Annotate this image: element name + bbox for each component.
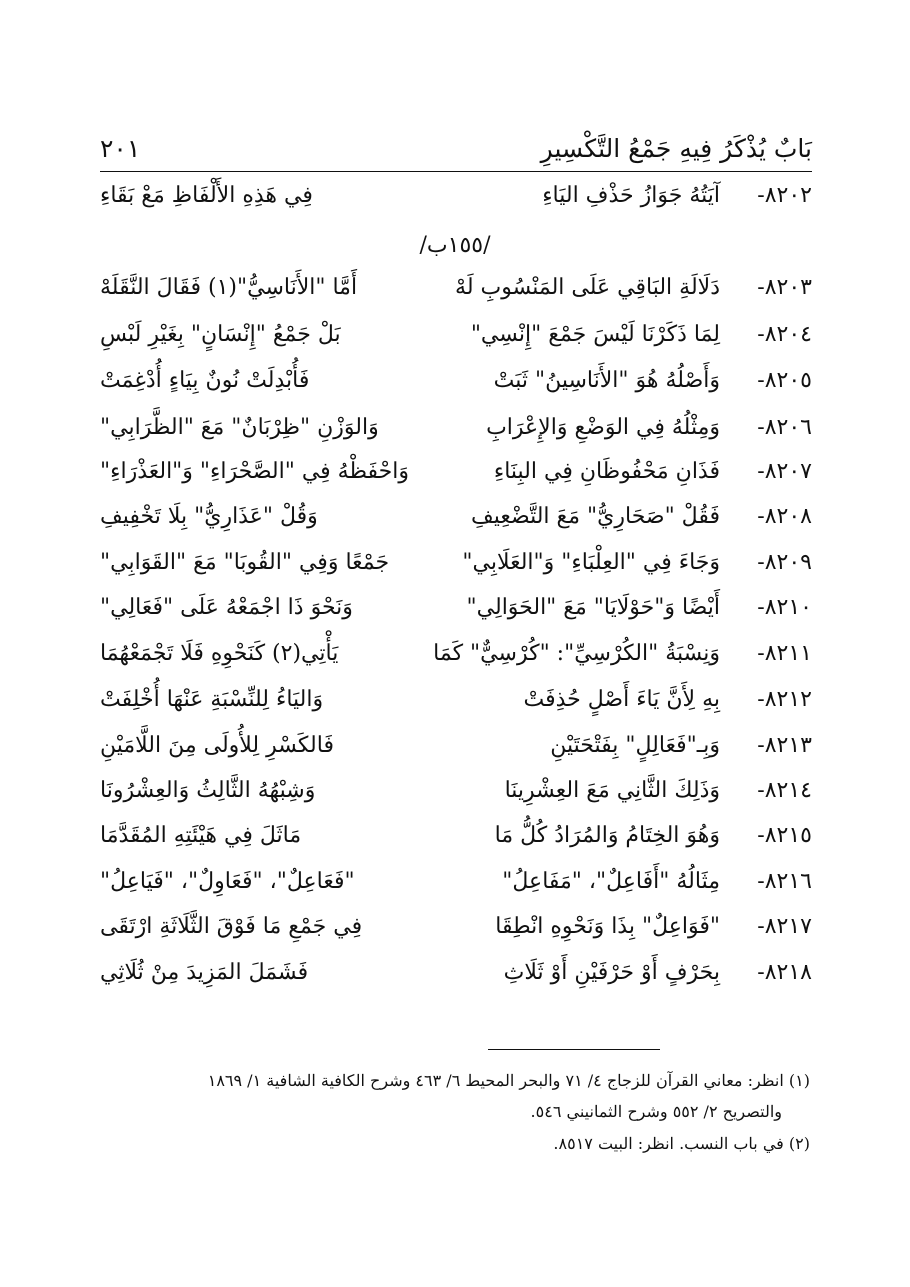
first-hemistich: أَيْضًا وَ"حَوْلَايَا" مَعَ "الحَوَالِي" [466,595,720,620]
second-hemistich: وَشِبْهُهُ الثَّالِثُ وَالعِشْرُونَا [100,778,316,803]
second-hemistich: فِي هَذِهِ الأَلْفَاظِ مَعْ بَقَاءِ [100,183,313,208]
verse-8208 [100,497,812,537]
first-hemistich: بِحَرْفٍ أَوْ حَرْفَيْنِ أَوْ ثَلَاثِ [503,960,720,985]
verse-number: ٨٢٠٢- [757,183,812,208]
second-hemistich: فَأُبْدِلَتْ نُونٌ بِيَاءٍ أُدْغِمَتْ [100,368,310,393]
first-hemistich: آيَتُهُ جَوَازُ حَذْفِ اليَاءِ [542,183,720,208]
verse-number: ٨٢١١- [757,641,812,666]
first-hemistich: فَقُلْ "صَحَارِيُّ" مَعَ التَّضْعِيفِ [470,504,720,529]
verse-8214 [100,771,812,811]
running-head: بَابٌ يُذْكَرُ فِيهِ جَمْعُ التَّكْسِيرِ [540,134,812,163]
verse-number: ٨٢١٦- [757,869,812,894]
verse-number: ٨٢٠٩- [757,550,812,575]
second-hemistich: فَشَمَلَ المَزِيدَ مِنْ ثُلَاثِي [100,960,309,985]
verse-8217 [100,907,812,947]
verse-number: ٨٢٠٥- [757,368,812,393]
second-hemistich: مَاثَلَ فِي هَيْئَتِهِ المُقَدَّمَا [100,823,302,848]
second-hemistich: وَاحْفَظْهُ فِي "الصَّحْرَاءِ" وَ"العَذْرَاءِ" [100,459,409,484]
second-hemistich: فَالكَسْرِ لِلأُولَى مِنَ اللَّامَيْنِ [100,733,334,758]
first-hemistich: وَبِـ"فَعَالِلٍ" بِفَتْحَتَيْنِ [550,733,720,758]
page-header [100,128,812,168]
verse-8203 [100,268,812,308]
second-hemistich: وَالوَزْنِ "ظِرْبَانٌ" مَعَ "الظَّرَابِي" [100,415,379,440]
verse-number: ٨٢٠٧- [757,459,812,484]
verse-number: ٨٢٠٨- [757,504,812,529]
first-hemistich: وَذَلِكَ الثَّانِي مَعَ العِشْرِينَا [504,778,720,803]
verse-8211 [100,634,812,674]
verse-8205 [100,361,812,401]
verse-8213 [100,726,812,766]
verse-number: ٨٢١٨- [757,960,812,985]
verse-8202 [100,176,812,216]
manuscript-folio-marker: /١٥٥ب/ [419,233,491,258]
second-hemistich: بَلْ جَمْعُ "إِنْسَانٍ" بِغَيْرِ لَبْسِ [100,322,341,347]
second-hemistich: "فَعَاعِلٌ"، "فَعَاوِلٌ"، "فَيَاعِلُ" [100,869,355,894]
verse-8210 [100,588,812,628]
first-hemistich: وَأَصْلُهُ هُوَ "الأَنَاسِينُ" ثَبَتْ [493,368,720,393]
header-rule [100,171,812,172]
first-hemistich: مِثَالُهُ "أَفَاعِلٌ"، "مَفَاعِلُ" [502,869,720,894]
verse-8218 [100,953,812,993]
footnote-1: (١) انظر: معاني القرآن للزجاج ٤/ ٧١ والبحر المحيط ٦/ ٤٦٣ وشرح الكافية الشافية ١/ ١٨٦٩ [207,1071,810,1090]
first-hemistich: "فَوَاعِلٌ" بِذَا وَنَحْوِهِ انْطِقَا [495,914,720,939]
first-hemistich: وَنِسْبَةُ "الكُرْسِيِّ": "كُرْسِيٌّ" كَمَا [433,641,720,666]
first-hemistich: وَهُوَ الخِتَامُ وَالمُرَادُ كُلُّ مَا [494,823,720,848]
first-hemistich: لِمَا ذَكَرْنَا لَيْسَ جَمْعَ "إِنْسِي" [470,322,720,347]
verse-8209 [100,543,812,583]
verse-number: ٨٢١٤- [757,778,812,803]
footnote-2: (٢) في باب النسب. انظر: البيت ٨٥١٧. [553,1134,810,1153]
verse-number: ٨٢١٥- [757,823,812,848]
verse-number: ٨٢١٧- [757,914,812,939]
verse-8216 [100,862,812,902]
second-hemistich: يَأْتِي(٢) كَنَحْوِهِ فَلَا تَجْمَعْهُمَا [100,641,339,666]
first-hemistich: فَذَانِ مَحْفُوظَانِ فِي البِنَاءِ [493,459,720,484]
footnote-separator [488,1049,660,1050]
verse-number: ٨٢٠٦- [757,415,812,440]
second-hemistich: أَمَّا "الأَنَاسِيُّ"(١) فَقَالَ النَّقَلَهْ [100,275,358,300]
verse-8212 [100,680,812,720]
first-hemistich: وَمِثْلُهُ فِي الوَضْعِ وَالإِعْرَابِ [486,415,720,440]
second-hemistich: وَنَحْوَ ذَا اجْمَعْهُ عَلَى "فَعَالِي" [100,595,353,620]
verse-8206 [100,408,812,448]
verse-number: ٨٢٠٣- [757,275,812,300]
verse-number: ٨٢١٣- [757,733,812,758]
first-hemistich: وَجَاءَ فِي "العِلْبَاءِ" وَ"العَلَابِي" [462,550,720,575]
second-hemistich: وَقُلْ "عَذَارِيُّ" بِلَا تَخْفِيفِ [100,504,318,529]
page-number: ٢٠١ [100,134,141,163]
footnote-1-continuation: والتصريح ٢/ ٥٥٢ وشرح الثمانيني ٥٤٦. [530,1102,782,1121]
first-hemistich: بِهِ لِأَنَّ يَاءَ أَصْلٍ حُذِفَتْ [523,687,720,712]
verse-8204 [100,315,812,355]
verse-8215 [100,816,812,856]
second-hemistich: وَاليَاءُ لِلنِّسْبَةِ عَنْهَا أُخْلِفَتْ [100,687,324,712]
second-hemistich: فِي جَمْعِ مَا فَوْقَ الثَّلَاثَةِ ارْتَقَى [100,914,363,939]
verse-number: ٨٢٠٤- [757,322,812,347]
second-hemistich: جَمْعًا وَفِي "القُوبَا" مَعَ "القَوَابِي" [100,550,390,575]
verse-number: ٨٢١٢- [757,687,812,712]
verse-number: ٨٢١٠- [757,595,812,620]
first-hemistich: دَلَالَةِ البَاقِي عَلَى المَنْسُوبِ لَهْ [455,275,720,300]
verse-8207 [100,452,812,492]
